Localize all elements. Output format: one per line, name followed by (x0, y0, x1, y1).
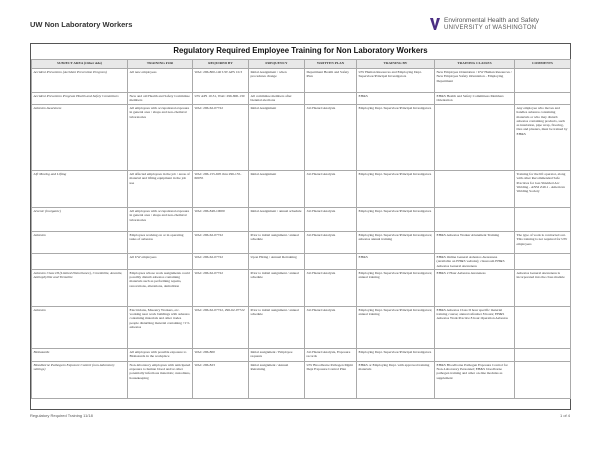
table-cell (305, 254, 357, 270)
table-cell: Initial Assignment (249, 105, 305, 171)
table-cell: All committee members after biennial elections (249, 93, 305, 105)
table-cell: Job Hazard Analysis (305, 232, 357, 254)
table-cell: New Employee Orientation / UW Human Resources / New Employee Safety Orientation - Employing Department (435, 69, 515, 93)
column-header: TRAINING BY (357, 60, 435, 69)
table-cell: Prior to initial assignment / annual schedule (249, 306, 305, 348)
table-cell: Accident Prevention (Accident Prevention Program) (32, 69, 128, 93)
table-cell: Biohazards (32, 348, 128, 361)
table-cell: Employing Dept. Supervisor/Principal Investigators (357, 171, 435, 208)
table-cell: WAC 296-62-07722, 296-62-07722 (193, 306, 249, 348)
table-cell (435, 105, 515, 171)
column-header: COMMENTS (515, 60, 571, 69)
table-cell: EH&S Online General Asbestos Awareness (Available on EH&S website); classroom EH&S Asbestos General Awareness (435, 254, 515, 270)
table-cell: WAC 296-155-605 thru 296-155-60055 (193, 171, 249, 208)
table-cell: Electricians, Masonry Workers, etc. working near work buildings with asbestos containing materials and other trades people disturbing material containing >1% asbestos (128, 306, 193, 348)
column-header: REQUIRED BY (193, 60, 249, 69)
table-cell (515, 348, 571, 361)
logo-line1: Environmental Health and Safety (444, 17, 540, 24)
table-cell: All employees with occupational exposure in general area / shops and non-chemical laboratories (128, 105, 193, 171)
table-cell: Lift Moving and Lifting (32, 171, 128, 208)
table-cell: Employing Dept. Supervisor/Principal Investigators (357, 105, 435, 171)
table-cell: The type of work is contracted out. This training is not required for UW employees (515, 232, 571, 254)
table-cell: Non-laboratory employees with anticipated exposure to human blood and/or other potentially infectious materials; custodians, housekeeping (128, 361, 193, 398)
table-cell: Asbestos (32, 232, 128, 254)
table-cell: New and old Health and Safety Committee members (128, 93, 193, 105)
table-row (32, 306, 571, 348)
table-cell: All new employees (128, 69, 193, 93)
table-cell: Job Hazard Analysis, Exposure records (305, 348, 357, 361)
table-row (32, 269, 571, 306)
table-row (32, 348, 571, 361)
column-header: SUBJECT AREA (Other side) (32, 60, 128, 69)
table-row (32, 171, 571, 208)
table-row (32, 93, 571, 105)
column-header: TRAINING FOR (128, 60, 193, 69)
table-cell: All employees with possible exposure to Biohazards in the workplace (128, 348, 193, 361)
table-cell: Asbestos Awareness (32, 105, 128, 171)
table-cell: Employing Dept. Supervisor/Principal Investigators; annual training (357, 269, 435, 306)
table-cell: Accident Prevention Program Health and Safety Committees (32, 93, 128, 105)
table-cell: Job Hazard Analysis (305, 105, 357, 171)
table-row (32, 232, 571, 254)
table-cell: Job Hazard Analysis (305, 269, 357, 306)
table-cell: Initial Assignment / annual schedule (249, 208, 305, 232)
table-cell: EH&S 2 Hour Asbestos Awareness (435, 269, 515, 306)
table-cell: WAC 296-800-140 UW APS 10.3 (193, 69, 249, 93)
table-cell: Initial Assignment (249, 171, 305, 208)
table-cell: Prior to initial assignment / annual schedule (249, 232, 305, 254)
table-cell: Arsenic (inorganic) (32, 208, 128, 232)
table-cell: Employees working on or in operating tasks of asbestos (128, 232, 193, 254)
table-cell: EH&S Asbestos Worker Abatement Training (435, 232, 515, 254)
uw-ehs-logo (430, 16, 590, 40)
table-cell: Employing Dept. Supervisor/Principal Investigators (357, 208, 435, 232)
page-title: UW Non Laboratory Workers (30, 20, 133, 29)
table-cell: WAC 296-800 (193, 348, 249, 361)
table-row (32, 254, 571, 270)
table-cell (515, 306, 571, 348)
table-cell (435, 171, 515, 208)
table-cell: Employing Dept. Supervisor/Principal Investigators; asbestos annual training (357, 232, 435, 254)
table-cell: Bloodborne Pathogens Exposure Control (non-laboratory settings) (32, 361, 128, 398)
table-cell: Upon Hiring / Annual Retraining (249, 254, 305, 270)
table-cell: WAC 296-62-07722 (193, 269, 249, 306)
table-row (32, 208, 571, 232)
table-row (32, 361, 571, 398)
table-cell: Asbestos Class III (Limited Disturbance), Crocidolite, Amosite, Anthophyllite and Tremolite (32, 269, 128, 306)
table-cell (515, 254, 571, 270)
training-table (31, 59, 571, 399)
column-header: TRAINING CLASSES (435, 60, 515, 69)
table-row (32, 69, 571, 93)
uw-logo-icon (430, 18, 440, 30)
table-cell: All employees with occupational exposure in general area / shops and non-chemical laboratories (128, 208, 193, 232)
table-cell (515, 93, 571, 105)
table-cell: Initial Assignment / when procedures change (249, 69, 305, 93)
table-cell (515, 208, 571, 232)
table-cell (515, 361, 571, 398)
table-cell: Job Hazard Analysis (305, 171, 357, 208)
column-header: WRITTEN PLAN (305, 60, 357, 69)
table-cell: Department Health and Safety Plan (305, 69, 357, 93)
document-heading: Regulatory Required Employee Training for Non Laboratory Workers (173, 46, 428, 55)
table-cell: Any employee who moves and handles asbestos containing materials or who may disturb asbestos containing products, such as insulation, pipe wrap, flooring, tiles and plasters, must be trained by EH&S (515, 105, 571, 171)
table-cell (435, 208, 515, 232)
document-frame (30, 43, 571, 410)
table-cell: Employing Dept. Supervisor/Principal Investigators (357, 348, 435, 361)
table-cell: WAC 296-823 (193, 361, 249, 398)
table-cell: WAC 296-848-10000 (193, 208, 249, 232)
table-cell: Employees whose work assignments could possibly disturb asbestos containing materials such as performing repairs, renovations, alterations, demolition (128, 269, 193, 306)
table-cell (435, 348, 515, 361)
table-cell: UW Human Resources and Employing Dept. Supervisor/Principal Investigators (357, 69, 435, 93)
table-cell: UW Bloodborne Pathogen Mgmt Dept Exposure Control Plan (305, 361, 357, 398)
table-cell: EH&S or Employing Dept. with approved training materials (357, 361, 435, 398)
table-cell: EH&S (357, 254, 435, 270)
table-cell (515, 69, 571, 93)
table-cell: Initial assignment / Employee requests (249, 348, 305, 361)
table-cell (32, 254, 128, 270)
table-cell: EH&S Asbestos Class II hour specific material training course; annual refresher 8 hours; EH&S Asbestos Work Practice 8 hour Operation Asbestos (435, 306, 515, 348)
table-header-row (32, 60, 571, 69)
table-cell: Initial assignment / Annual Retraining (249, 361, 305, 398)
table-cell: EH&S Bloodborne Pathogen Exposure Control for Non-Laboratory Personnel; EH&S bloodborne pathogen training and other on-line modules as supplement (435, 361, 515, 398)
table-cell: EH&S Health and Safety Committees Members Orientation (435, 93, 515, 105)
table-cell (305, 93, 357, 105)
table-cell: WAC 296-62-07722 (193, 254, 249, 270)
table-cell: WAC 296-62-07722 (193, 105, 249, 171)
table-cell: Asbestos (32, 306, 128, 348)
table-cell: Training for the lift operator, along with other Recommended Safe Practices for Gas Shielded Arc Welding - ANSI Z49.1 - American Welding Society (515, 171, 571, 208)
table-row (32, 105, 571, 171)
table-cell: All UW employees (128, 254, 193, 270)
table-cell: Employing Dept. Supervisor/Principal Investigators; annual training (357, 306, 435, 348)
table-cell: All affected employees in the job / areas of material and lifting equipment in the job use (128, 171, 193, 208)
column-header: FREQUENCY (249, 60, 305, 69)
logo-line2: UNIVERSITY of WASHINGTON (444, 25, 537, 31)
table-cell: WAC 296-62-07722 (193, 232, 249, 254)
footer-left: Regulatory Required Training 11/18 (30, 413, 93, 418)
table-cell: Prior to initial assignment / annual schedule (249, 269, 305, 306)
table-cell: Job Hazard Analysis (305, 306, 357, 348)
page-number: 1 of 4 (560, 413, 571, 418)
table-cell: EH&S (357, 93, 435, 105)
table-cell: Job Hazard Analysis (305, 208, 357, 232)
table-cell: Asbestos General Awareness is incorporated into the class module (515, 269, 571, 306)
table-cell: UW APS 10.31, WAC 296-800-130 (193, 93, 249, 105)
